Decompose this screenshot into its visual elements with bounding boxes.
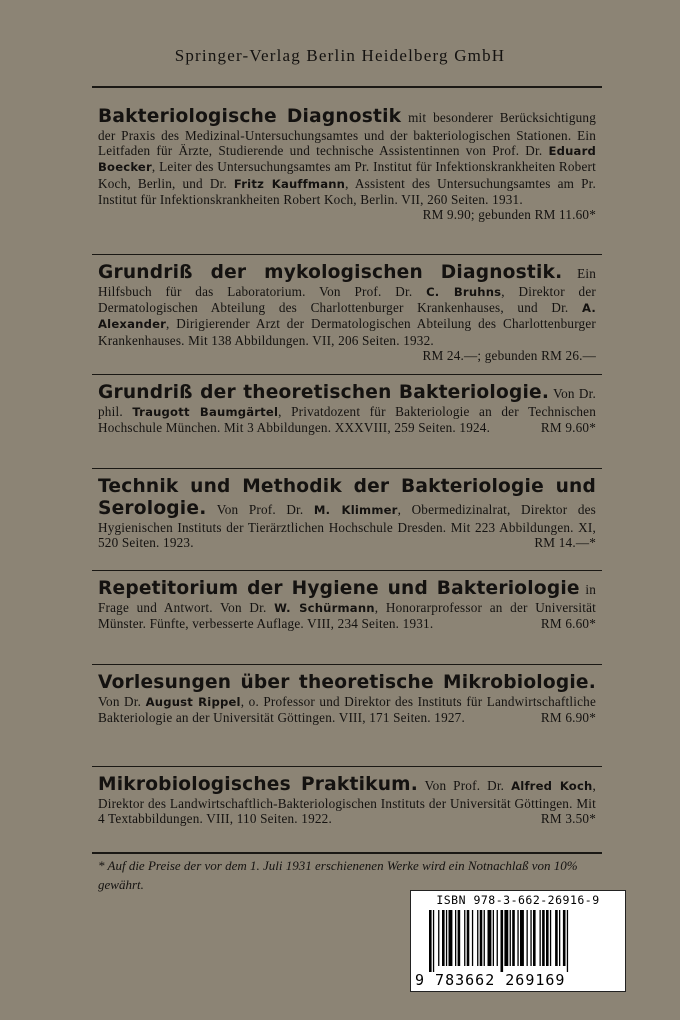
barcode-bar xyxy=(567,910,568,972)
book-description: , Dirigierender Arzt der Dermatologischen Abteilung des Charlottenburger Krankenhauses. Mit 138 Abbildungen. VII, 206 Seiten. 1932. xyxy=(98,316,596,348)
book-entry xyxy=(98,578,596,631)
barcode-bar xyxy=(530,910,531,966)
barcode-bar xyxy=(458,910,461,966)
author-name: C. Bruhns xyxy=(426,285,502,299)
barcode-bar xyxy=(550,910,551,966)
barcode-bar xyxy=(497,910,498,966)
book-description: Von Prof. Dr. xyxy=(206,502,314,517)
book-price: RM 9.60* xyxy=(540,420,596,436)
author-name: August Rippel xyxy=(145,695,241,709)
barcode-bar xyxy=(559,910,560,966)
author-name: Traugott Baumgärtel xyxy=(132,405,279,419)
barcode-bar xyxy=(517,910,518,966)
divider xyxy=(92,374,602,375)
book-description: in Frage und Antwort. Von Dr. xyxy=(98,582,597,615)
book-price: RM 6.60* xyxy=(540,616,596,632)
barcode-bar xyxy=(510,910,511,966)
author-name: Fritz Kauffmann xyxy=(233,176,346,191)
book-title: Repetitorium der Hygiene und Bakteriologie xyxy=(98,578,580,599)
book-price: RM 3.50* xyxy=(540,811,596,827)
barcode-bar xyxy=(512,910,515,966)
author-name: Alfred Koch xyxy=(511,779,593,793)
book-entry xyxy=(98,382,596,435)
footnote: * Auf die Preise der vor dem 1. Juli 1931 erschienenen Werke wird ein Notnachlaß von 10% gewährt. xyxy=(98,858,578,892)
barcode-bar xyxy=(546,910,549,966)
author-name: M. Klimmer xyxy=(313,503,398,517)
barcode-bar xyxy=(480,910,483,966)
divider xyxy=(92,86,602,88)
divider xyxy=(92,570,602,571)
book-description: , Assistent des Untersuchungsamtes am Pr. Institut für Infektionskrankheiten Robert Koch, Berlin. VII, 260 Seiten. 1931. xyxy=(98,175,596,207)
barcode-bar xyxy=(540,910,541,966)
publisher-name: Springer-Verlag Berlin Heidelberg GmbH xyxy=(174,46,506,65)
book-price: RM 24.—; gebunden RM 26.— xyxy=(422,347,596,363)
divider xyxy=(92,468,602,469)
book-title: Bakteriologische Diagnostik xyxy=(98,106,402,127)
barcode-bar xyxy=(484,910,485,966)
book-price: RM 14.—* xyxy=(534,535,596,551)
book-entry xyxy=(98,476,596,550)
book-description: , Honorarprofessor an der Universität Münster. Fünfte, verbesserte Auflage. VIII, 234 Seiten. 1931. xyxy=(98,600,597,632)
author-name: W. Schürmann xyxy=(274,601,375,615)
book-title: Technik und Methodik der Bakteriologie und Serologie. xyxy=(98,476,596,519)
book-title: Vorlesungen über theoretische Mikrobiologie. xyxy=(98,672,596,693)
book-description: , Privatdozent für Bakteriologie an der Technischen Hochschule München. Mit 3 Abbildungen. XXXVIII, 259 Seiten. 1924. xyxy=(98,404,596,436)
barcode-bar xyxy=(433,910,434,972)
author-name: Eduard Boecker xyxy=(98,144,596,175)
barcode-bar xyxy=(527,910,528,966)
book-title: Mikrobiologisches Praktikum. xyxy=(98,774,418,795)
barcode xyxy=(427,910,613,972)
barcode-bar xyxy=(533,910,536,966)
book-description: Ein Hilfsbuch für das Laboratorium. Von Prof. Dr. xyxy=(98,266,596,299)
book-price: RM 6.90* xyxy=(540,710,596,726)
barcode-bar xyxy=(477,910,478,966)
book-description: , Direktor der Dermatologischen Abteilung des Charlottenburger Krankenhauses, und Dr. xyxy=(98,284,596,316)
barcode-bar xyxy=(542,910,545,966)
book-description: mit besonderer Berücksichtigung der Praxis des Medizinal-Untersuchungsamtes und der bakteriologischen Stationen. Ein Leitfaden für Ärzte, Studierende und technische Assistentinnen von Prof. Dr. xyxy=(98,110,596,159)
barcode-bar xyxy=(520,910,524,966)
barcode-bar xyxy=(555,910,558,966)
barcode-bar xyxy=(472,910,473,966)
book-price: RM 9.90; gebunden RM 11.60* xyxy=(422,207,596,223)
book-entry xyxy=(98,262,596,363)
book-title: Grundriß der mykologischen Diagnostik. xyxy=(98,262,563,283)
ean-digits: 9 783662 269169 xyxy=(415,971,566,989)
barcode-bar xyxy=(464,910,465,966)
barcode-bar xyxy=(438,910,439,966)
book-description: , Obermedizinalrat, Direktor des Hygienischen Instituts der Tierärztlichen Hochschule Dresden. Mit 223 Abbildungen. XI, 520 Seiten. 1923. xyxy=(98,502,596,551)
book-entry xyxy=(98,774,596,826)
author-name: A. Alexander xyxy=(98,301,596,332)
barcode-bar xyxy=(493,910,494,966)
isbn-barcode-label xyxy=(410,890,626,992)
book-description: Von Dr. phil. xyxy=(98,386,596,419)
divider xyxy=(92,254,602,255)
book-description: , o. Professor und Direktor des Instituts für Landwirtschaftliche Bakteriologie an der Universität Göttingen. VIII, 171 Seiten. 1927. xyxy=(98,694,596,726)
barcode-bar xyxy=(488,910,492,966)
divider xyxy=(92,852,602,854)
barcode-bar xyxy=(467,910,470,966)
book-description: , Leiter des Untersuchungsamtes am Pr. Institut für Infektionskrankheiten Robert Koch, Berlin, und Dr. xyxy=(98,159,596,191)
book-description: Von Dr. xyxy=(98,694,146,709)
barcode-bar xyxy=(504,910,508,966)
isbn-number: ISBN 978-3-662-26916-9 xyxy=(436,893,600,907)
barcode-bar xyxy=(429,910,432,972)
divider xyxy=(92,664,602,665)
barcode-bar xyxy=(442,910,445,966)
book-description: Von Prof. Dr. xyxy=(417,778,512,793)
divider xyxy=(92,766,602,767)
barcode-bar xyxy=(501,910,504,972)
book-title: Grundriß der theoretischen Bakteriologie. xyxy=(98,382,550,403)
barcode-bar xyxy=(563,910,566,966)
barcode-bar xyxy=(449,910,453,966)
book-entry xyxy=(98,106,596,222)
book-entry xyxy=(98,672,596,725)
book-description: , Direktor des Landwirtschaftlich-Bakteriologischen Instituts der Universität Göttingen. Mit 4 Textabbildungen. VIII, 110 Seiten. 1922. xyxy=(98,778,596,827)
barcode-bar xyxy=(455,910,456,966)
barcode-bar xyxy=(446,910,447,966)
